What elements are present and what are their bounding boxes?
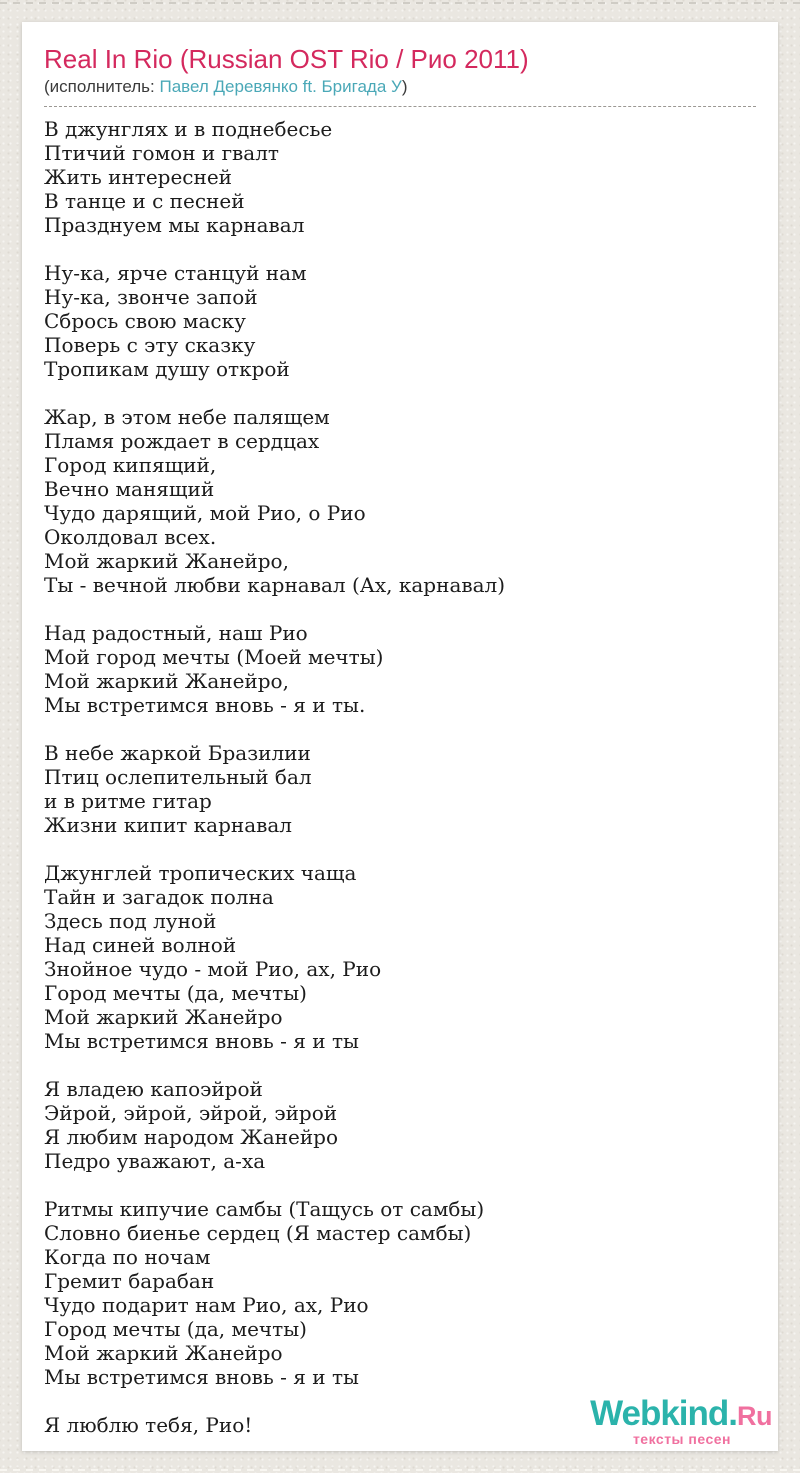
stanza: Ритмы кипучие самбы (Тащусь от самбы) Словно биенье сердец (Я мастер самбы) Когда по ночам Гремит барабан Чудо подарит нам Рио, ах, Рио Город мечты (да, мечты) Мой жаркий Жанейро Мы встретимся вновь - я и ты (44, 1197, 485, 1389)
stanza: Ну-ка, ярче станцуй нам Ну-ка, звонче запой Сбрось свою маску Поверь с эту сказку Тропикам душу открой (44, 261, 307, 381)
stanza: В небе жаркой Бразилии Птиц ослепительный бал и в ритме гитар Жизни кипит карнавал (44, 741, 312, 837)
webkind-logo-wordmark (590, 1396, 772, 1431)
stanza: Джунглей тропических чаща Тайн и загадок полна Здесь под луной Над синей волной Знойное чудо - мой Рио, ах, Рио Город мечты (да, мечты) Мой жаркий Жанейро Мы встретимся вновь - я и ты (44, 861, 382, 1053)
stanza: Над радостный, наш Рио Мой город мечты (Моей мечты) Мой жаркий Жанейро, Мы встретимся вновь - я и ты. (44, 621, 384, 717)
stanza: Жар, в этом небе палящем Пламя рождает в сердцах Город кипящий, Вечно манящий Чудо дарящий, мой Рио, о Рио Околдовал всех. Мой жаркий Жанейро, Ты - вечной любви карнавал (Ах, карнавал) (44, 405, 506, 597)
stanza: Я владею капоэйрой Эйрой, эйрой, эйрой, эйрой Я любим народом Жанейро Педро уважают, а-ха (44, 1077, 339, 1173)
webkind-logo-ru-text: Ru (737, 1401, 772, 1431)
stanza: Я люблю тебя, Рио! (44, 1413, 253, 1437)
page-top-dashed-divider (0, 2, 800, 4)
artist-line-suffix: ) (401, 77, 408, 96)
artist-link[interactable]: Павел Деревянко ft. Бригада У (159, 77, 402, 96)
webkind-logo-tagline: тексты песен (632, 1431, 731, 1447)
page-bottom-dashed-divider (0, 1469, 800, 1471)
webkind-logo-main-text: Webkind. (590, 1394, 737, 1433)
artist-line (44, 76, 756, 107)
stanza: В джунглях и в поднебесье Птичий гомон и гвалт Жить интересней В танце и с песней Празднуем мы карнавал (44, 117, 333, 237)
lyrics (44, 117, 756, 1437)
webkind-logo[interactable] (590, 1396, 772, 1446)
page-title: Real In Rio (Russian OST Rio / Рио 2011) (44, 44, 529, 74)
artist-label: (исполнитель: (44, 77, 160, 96)
lyrics-card (22, 22, 778, 1451)
